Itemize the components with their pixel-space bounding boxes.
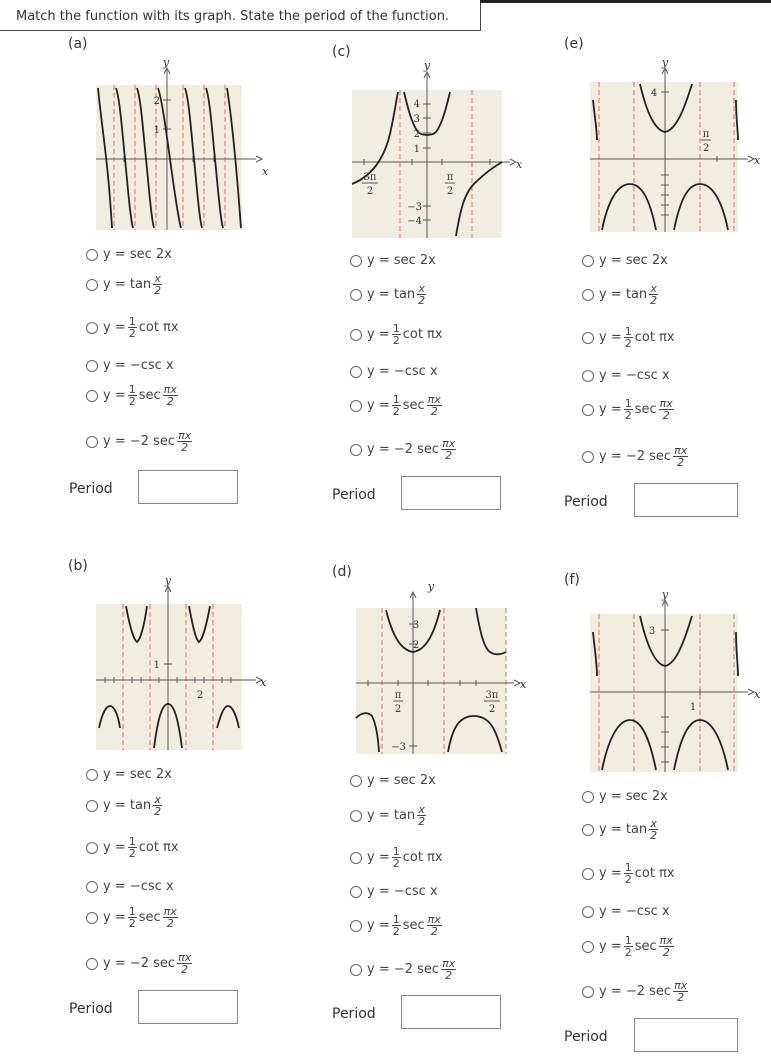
option-half-cot-pix[interactable]	[86, 316, 179, 339]
radio-button[interactable]	[350, 852, 362, 864]
top-divider	[480, 0, 771, 3]
tick-label: 3π	[363, 172, 377, 183]
tick-label: 3π	[485, 690, 499, 701]
option-tan-x-over-2[interactable]	[86, 794, 164, 817]
option-text: cot πx	[634, 866, 675, 881]
y-axis-label: y	[423, 59, 431, 72]
option-text: y = tan	[599, 287, 648, 302]
option-text: y =	[103, 910, 126, 925]
fraction: $\frac{\pi x}{2}$	[427, 393, 441, 418]
y-axis-label: y	[164, 574, 172, 587]
fraction: $\frac{\pi x}{2}$	[659, 397, 673, 422]
option-sec-2x[interactable]	[350, 253, 436, 268]
radio-button[interactable]	[582, 289, 594, 301]
tick-label: 2	[446, 186, 454, 197]
option-half-cot-pix[interactable]	[350, 323, 443, 346]
option-sec-2x[interactable]	[582, 253, 668, 268]
option-text: y = −csc x	[367, 364, 438, 379]
option-text: y =	[367, 918, 390, 933]
radio-button[interactable]	[350, 964, 362, 976]
radio-button[interactable]	[350, 289, 362, 301]
radio-button[interactable]	[582, 941, 594, 953]
fraction: $\frac{\pi x}{2}$	[427, 913, 441, 938]
graph-e	[590, 56, 765, 235]
fraction: $\frac{1}{2}$	[624, 934, 632, 959]
panel-label: (f)	[564, 572, 580, 588]
fraction: $\frac{x}{2}$	[650, 282, 658, 307]
x-axis-arrow	[256, 156, 262, 162]
option-half-sec-pix-2[interactable]	[582, 935, 676, 958]
fraction: $\frac{1}{2}$	[392, 322, 400, 347]
option-neg-csc-x[interactable]	[86, 358, 174, 373]
graph-d	[356, 580, 534, 756]
radio-button[interactable]	[350, 255, 362, 267]
x-axis-label: x	[754, 154, 761, 167]
option-text: y = sec 2x	[103, 247, 172, 262]
fraction: $\frac{x}{2}$	[418, 803, 426, 828]
option-neg-csc-x[interactable]	[350, 364, 438, 379]
option-tan-x-over-2[interactable]	[350, 283, 428, 306]
option-neg-csc-x[interactable]	[86, 879, 174, 894]
option-text: y = −2 sec	[103, 956, 176, 971]
tick-label: 4	[650, 88, 658, 99]
period-input[interactable]	[401, 995, 501, 1029]
option-text: sec	[402, 398, 425, 413]
option-neg-csc-x[interactable]	[582, 904, 670, 919]
option-text: sec	[634, 939, 657, 954]
radio-button[interactable]	[350, 329, 362, 341]
tick-label: π	[446, 172, 454, 183]
fraction: $\frac{\pi x}{2}$	[178, 429, 192, 454]
option-neg2-sec-pix-2[interactable]	[350, 958, 458, 981]
graph-f	[590, 588, 765, 774]
option-text: y = −csc x	[599, 904, 670, 919]
option-tan-x-over-2[interactable]	[582, 283, 660, 306]
radio-button[interactable]	[582, 332, 594, 344]
option-text: y = tan	[367, 287, 416, 302]
fraction: $\frac{1}{2}$	[624, 397, 632, 422]
option-text: y = tan	[103, 277, 152, 292]
option-half-cot-pix[interactable]	[86, 836, 179, 859]
option-half-sec-pix-2[interactable]	[350, 394, 444, 417]
option-text: y = −2 sec	[599, 984, 672, 999]
tick-label: 1	[153, 660, 160, 671]
tick-label: π	[394, 690, 402, 701]
option-neg2-sec-pix-2[interactable]	[350, 438, 458, 461]
fraction: $\frac{1}{2}$	[392, 913, 400, 938]
option-neg2-sec-pix-2[interactable]	[582, 980, 690, 1003]
panel-label: (a)	[68, 36, 88, 52]
fraction: $\frac{\pi x}{2}$	[163, 383, 177, 408]
option-neg-csc-x[interactable]	[350, 884, 438, 899]
fraction: $\frac{\pi x}{2}$	[163, 905, 177, 930]
x-axis-label: x	[262, 165, 269, 178]
option-text: sec	[402, 918, 425, 933]
option-tan-x-over-2[interactable]	[86, 273, 164, 296]
option-text: y = −csc x	[103, 358, 174, 373]
radio-button[interactable]	[350, 920, 362, 932]
tick-label: 4	[413, 99, 420, 110]
option-text: y =	[599, 330, 622, 345]
tick-label: 2	[412, 640, 420, 651]
option-text: sec	[138, 388, 161, 403]
option-text: cot πx	[138, 320, 179, 335]
option-text: y = sec 2x	[103, 767, 172, 782]
option-neg2-sec-pix-2[interactable]	[86, 430, 194, 453]
option-text: y = −2 sec	[599, 449, 672, 464]
tick-label: 3	[413, 114, 420, 125]
graph-background	[356, 608, 506, 754]
fraction: $\frac{1}{2}$	[128, 383, 136, 408]
period-label: Period	[332, 1006, 376, 1022]
option-text: y = sec 2x	[367, 253, 436, 268]
radio-button[interactable]	[86, 360, 98, 372]
radio-button[interactable]	[582, 791, 594, 803]
radio-button[interactable]	[582, 255, 594, 267]
tick-label: 1	[413, 144, 420, 155]
graph-background	[590, 82, 738, 232]
radio-button[interactable]	[350, 775, 362, 787]
radio-button[interactable]	[86, 842, 98, 854]
option-text: y = −csc x	[103, 879, 174, 894]
period-label: Period	[69, 481, 113, 497]
tick-label: π	[702, 129, 710, 140]
option-text: y = tan	[103, 798, 152, 813]
radio-button[interactable]	[582, 370, 594, 382]
radio-button[interactable]	[582, 906, 594, 918]
option-tan-x-over-2[interactable]	[350, 804, 428, 827]
option-sec-2x[interactable]	[86, 767, 172, 782]
tick-label: 1	[689, 702, 697, 713]
fraction: $\frac{\pi x}{2}$	[674, 444, 688, 469]
radio-button[interactable]	[350, 400, 362, 412]
radio-button[interactable]	[350, 444, 362, 456]
fraction: $\frac{1}{2}$	[624, 861, 632, 886]
fraction: $\frac{1}{2}$	[128, 835, 136, 860]
option-text: sec	[138, 910, 161, 925]
option-text: y =	[367, 327, 390, 342]
fraction: $\frac{x}{2}$	[650, 817, 658, 842]
fraction: $\frac{\pi x}{2}$	[442, 957, 456, 982]
period-label: Period	[69, 1001, 113, 1017]
fraction: $\frac{x}{2}$	[154, 272, 162, 297]
radio-button[interactable]	[350, 366, 362, 378]
radio-button[interactable]	[86, 958, 98, 970]
period-label: Period	[332, 487, 376, 503]
graph-background	[590, 614, 738, 772]
fraction: $\frac{\pi x}{2}$	[442, 437, 456, 462]
tick-label: 2	[394, 704, 402, 715]
option-text: y =	[103, 320, 126, 335]
panel-label: (e)	[564, 36, 584, 52]
option-text: y = tan	[599, 822, 648, 837]
instruction-header	[0, 0, 481, 31]
radio-button[interactable]	[582, 868, 594, 880]
tick-label: 3	[648, 626, 656, 637]
radio-button[interactable]	[350, 810, 362, 822]
radio-button[interactable]	[86, 912, 98, 924]
period-label: Period	[564, 494, 608, 510]
option-neg2-sec-pix-2[interactable]	[86, 952, 194, 975]
fraction: $\frac{\pi x}{2}$	[659, 934, 673, 959]
radio-button[interactable]	[86, 881, 98, 893]
instruction-text: Match the function with its graph. State the period of the function.	[16, 9, 450, 24]
panel-label: (d)	[332, 564, 352, 580]
panel-label: (c)	[332, 44, 351, 60]
option-text: cot πx	[138, 840, 179, 855]
option-half-cot-pix[interactable]	[582, 862, 675, 885]
radio-button[interactable]	[582, 451, 594, 463]
option-text: y = tan	[367, 808, 416, 823]
option-half-cot-pix[interactable]	[582, 326, 675, 349]
y-axis-label: y	[162, 56, 170, 69]
tick-label: 1	[153, 125, 160, 136]
option-half-sec-pix-2[interactable]	[86, 384, 180, 407]
period-input[interactable]	[401, 476, 501, 510]
radio-button[interactable]	[86, 800, 98, 812]
radio-button[interactable]	[86, 436, 98, 448]
option-text: cot πx	[402, 850, 443, 865]
x-axis-label: x	[516, 158, 523, 171]
option-text: y =	[599, 939, 622, 954]
tick-label: 2	[488, 704, 496, 715]
radio-button[interactable]	[350, 886, 362, 898]
graph-b	[96, 574, 271, 753]
period-input[interactable]	[634, 483, 738, 517]
period-label: Period	[564, 1029, 608, 1045]
period-input[interactable]	[634, 1018, 738, 1052]
option-text: sec	[634, 402, 657, 417]
tick-label: −4	[407, 216, 422, 227]
radio-button[interactable]	[582, 986, 594, 998]
y-axis-label: y	[427, 580, 435, 593]
panel-label: (b)	[68, 558, 88, 574]
option-text: y =	[599, 866, 622, 881]
tick-label: −3	[391, 742, 406, 753]
option-text: y =	[103, 840, 126, 855]
fraction: $\frac{1}{2}$	[128, 315, 136, 340]
radio-button[interactable]	[86, 279, 98, 291]
radio-button[interactable]	[582, 824, 594, 836]
option-neg-csc-x[interactable]	[582, 368, 670, 383]
graph-background	[96, 604, 242, 750]
fraction: $\frac{1}{2}$	[392, 393, 400, 418]
option-text: y =	[599, 402, 622, 417]
option-half-sec-pix-2[interactable]	[86, 906, 180, 929]
option-sec-2x[interactable]	[86, 247, 172, 262]
option-sec-2x[interactable]	[582, 789, 668, 804]
fraction: $\frac{x}{2}$	[418, 282, 426, 307]
tick-label: 2	[702, 143, 710, 154]
y-axis-label: y	[661, 588, 669, 601]
option-half-sec-pix-2[interactable]	[582, 398, 676, 421]
tick-label: 2	[366, 186, 374, 197]
radio-button[interactable]	[86, 390, 98, 402]
tick-label: 2	[413, 129, 420, 140]
period-input[interactable]	[138, 470, 238, 504]
fraction: $\frac{1}{2}$	[392, 845, 400, 870]
fraction: $\frac{x}{2}$	[154, 793, 162, 818]
option-tan-x-over-2[interactable]	[582, 818, 660, 841]
fraction: $\frac{1}{2}$	[624, 325, 632, 350]
option-text: y = −csc x	[599, 368, 670, 383]
option-text: y = sec 2x	[599, 789, 668, 804]
option-text: y =	[367, 850, 390, 865]
graph-c	[352, 59, 532, 240]
fraction: $\frac{\pi x}{2}$	[674, 979, 688, 1004]
period-input[interactable]	[138, 990, 238, 1024]
option-neg2-sec-pix-2[interactable]	[582, 445, 690, 468]
radio-button[interactable]	[86, 322, 98, 334]
radio-button[interactable]	[86, 769, 98, 781]
option-text: cot πx	[402, 327, 443, 342]
radio-button[interactable]	[582, 404, 594, 416]
fraction: $\frac{1}{2}$	[128, 905, 136, 930]
option-text: y = −2 sec	[367, 962, 440, 977]
option-text: y =	[103, 388, 126, 403]
x-axis-label: x	[520, 678, 527, 691]
option-text: y =	[367, 398, 390, 413]
option-text: y = sec 2x	[367, 773, 436, 788]
option-sec-2x[interactable]	[350, 773, 436, 788]
tick-label: 2	[196, 690, 204, 701]
radio-button[interactable]	[86, 249, 98, 261]
option-half-sec-pix-2[interactable]	[350, 914, 444, 937]
x-axis-label: x	[260, 676, 267, 689]
graph-a	[96, 56, 269, 235]
option-text: y = −2 sec	[103, 434, 176, 449]
tick-label: 3	[412, 620, 420, 631]
option-text: y = −2 sec	[367, 442, 440, 457]
option-text: y = sec 2x	[599, 253, 668, 268]
fraction: $\frac{\pi x}{2}$	[178, 951, 192, 976]
y-axis-label: y	[661, 56, 669, 69]
x-axis-label: x	[754, 688, 761, 701]
option-half-cot-pix[interactable]	[350, 846, 443, 869]
tick-label: 2	[153, 96, 160, 107]
tick-label: −3	[407, 202, 422, 213]
option-text: y = −csc x	[367, 884, 438, 899]
option-text: cot πx	[634, 330, 675, 345]
